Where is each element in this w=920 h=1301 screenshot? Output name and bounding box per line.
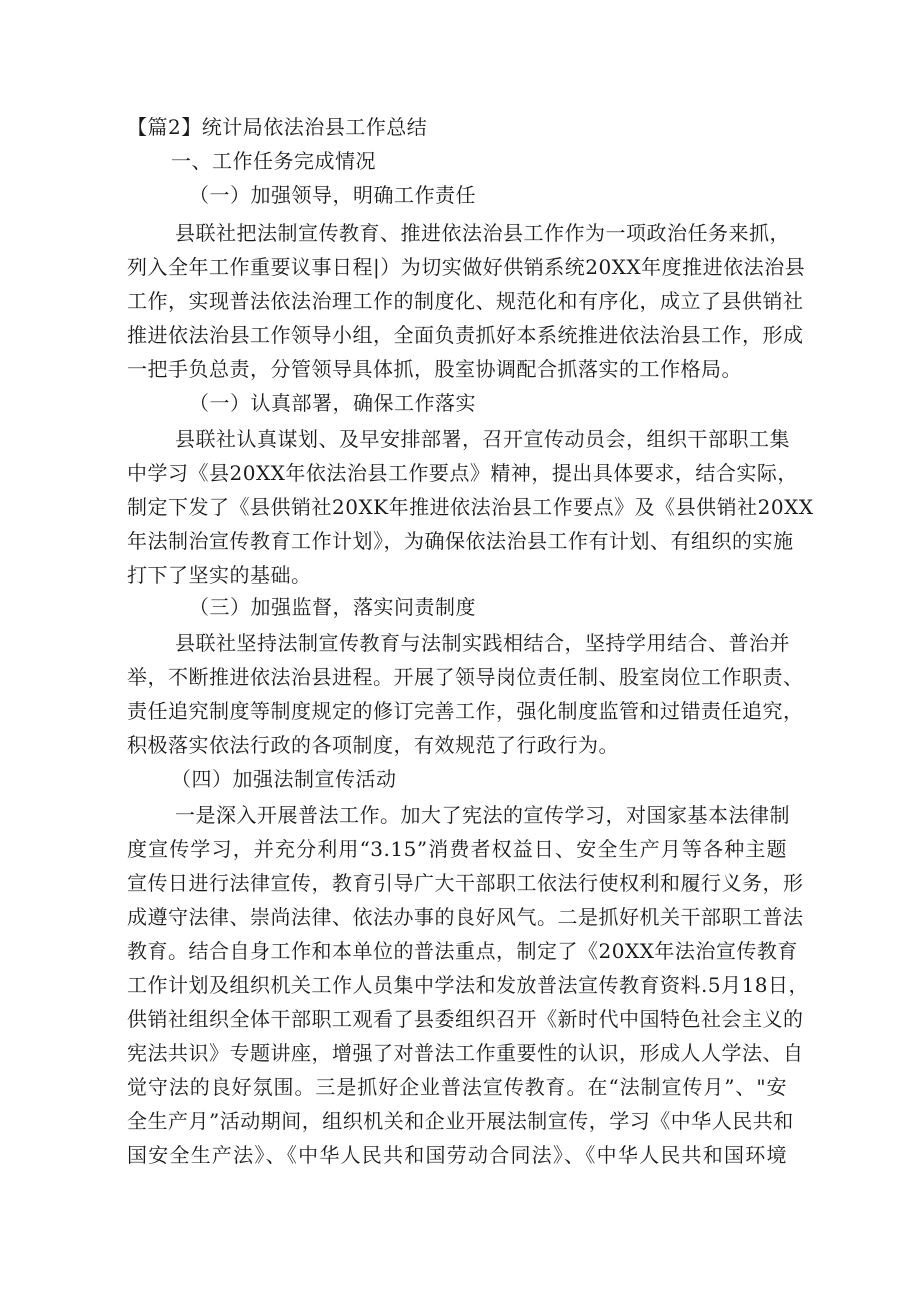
paragraph-line: 县联社认真谋划、及早安排部署，召开宣传动员会，组织干部职工集 [175,427,790,451]
paragraph-line: 县联社坚持法制宣传教育与法制实践相结合，坚持学用结合、普治并 [175,631,790,655]
document-title: 【篇2】统计局依法治县工作总结 [127,115,428,139]
paragraph-line: 全生产月”活动期间，组织机关和企业开展法制宣传，学习《中华人民共和 [127,1109,794,1133]
paragraph-line: 列入全年工作重要议事日程|）为切实做好供销系统20XX年度推进依法治县 [127,255,806,279]
subsection-heading-2: （一）认真部署，确保工作落实 [189,391,476,415]
paragraph-line: 制定下发了《县供销社20XK年推进依法治县工作要点》及《县供销社20XX [127,495,814,519]
paragraph-line: 觉守法的良好氛围。三是抓好企业普法宣传教育。在“法制宣传月”、"安 [127,1075,787,1099]
paragraph-line: 成遵守法律、崇尚法律、依法办事的良好风气。二是抓好机关干部职工普法 [127,905,804,929]
paragraph-line: 积极落实依法行政的各项制度，有效规范了行政行为。 [127,733,619,757]
paragraph-line: 打下了坚实的基础。 [127,563,312,587]
paragraph-line: 宪法共识》专题讲座，增强了对普法工作重要性的认识，形成人人学法、自 [127,1041,804,1065]
paragraph-line: 供销社组织全体干部职工观看了县委组织召开《新时代中国特色社会主义的 [127,1007,804,1031]
paragraph-line: 举，不断推进依法治县进程。开展了领导岗位责任制、股室岗位工作职责、 [127,665,804,689]
subsection-heading-4: （四）加强法制宣传活动 [171,767,397,791]
paragraph-line: 度宣传学习，并充分利用“3.15”消费者权益日、安全生产月等各种主题 [127,837,787,861]
paragraph-line: 县联社把法制宣传教育、推进依法治县工作作为一项政治任务来抓， [175,221,790,245]
paragraph-line: 工作，实现普法依法治理工作的制度化、规范化和有序化，成立了县供销社 [127,289,804,313]
paragraph-line: 推进依法治县工作领导小组，全面负责抓好本系统推进依法治县工作，形成 [127,323,804,347]
subsection-heading-3: （三）加强监督，落实问责制度 [189,595,476,619]
paragraph-line: 教育。结合自身工作和本单位的普法重点，制定了《20XX年法治宣传教育 [127,939,798,963]
paragraph-line: 年法制治宣传教育工作计划》，为确保依法治县工作有计划、有组织的实施 [127,529,794,553]
paragraph-line: 宣传日进行法律宣传，教育引导广大干部职工依法行使权利和履行义务，形 [127,871,804,895]
paragraph-line: 一是深入开展普法工作。加大了宪法的宣传学习，对国家基本法律制 [175,803,790,827]
paragraph-line: 责任追究制度等制度规定的修订完善工作，强化制度监管和过错责任追究， [127,699,804,723]
paragraph-line: 国安全生产法》、《中华人民共和国劳动合同法》、《中华人民共和国环境 [127,1143,787,1167]
paragraph-line: 中学习《县20XX年依法治县工作要点》精神，提出具体要求，结合实际， [127,461,798,485]
subsection-heading-1: （一）加强领导，明确工作责任 [189,183,476,207]
section-heading-1: 一、工作任务完成情况 [171,149,376,173]
paragraph-line: 一把手负总责，分管领导具体抓，股室协调配合抓落实的工作格局。 [127,357,742,381]
paragraph-line: 工作计划及组织机关工作人员集中学法和发放普法宣传教育资料.5月18日， [127,973,810,997]
